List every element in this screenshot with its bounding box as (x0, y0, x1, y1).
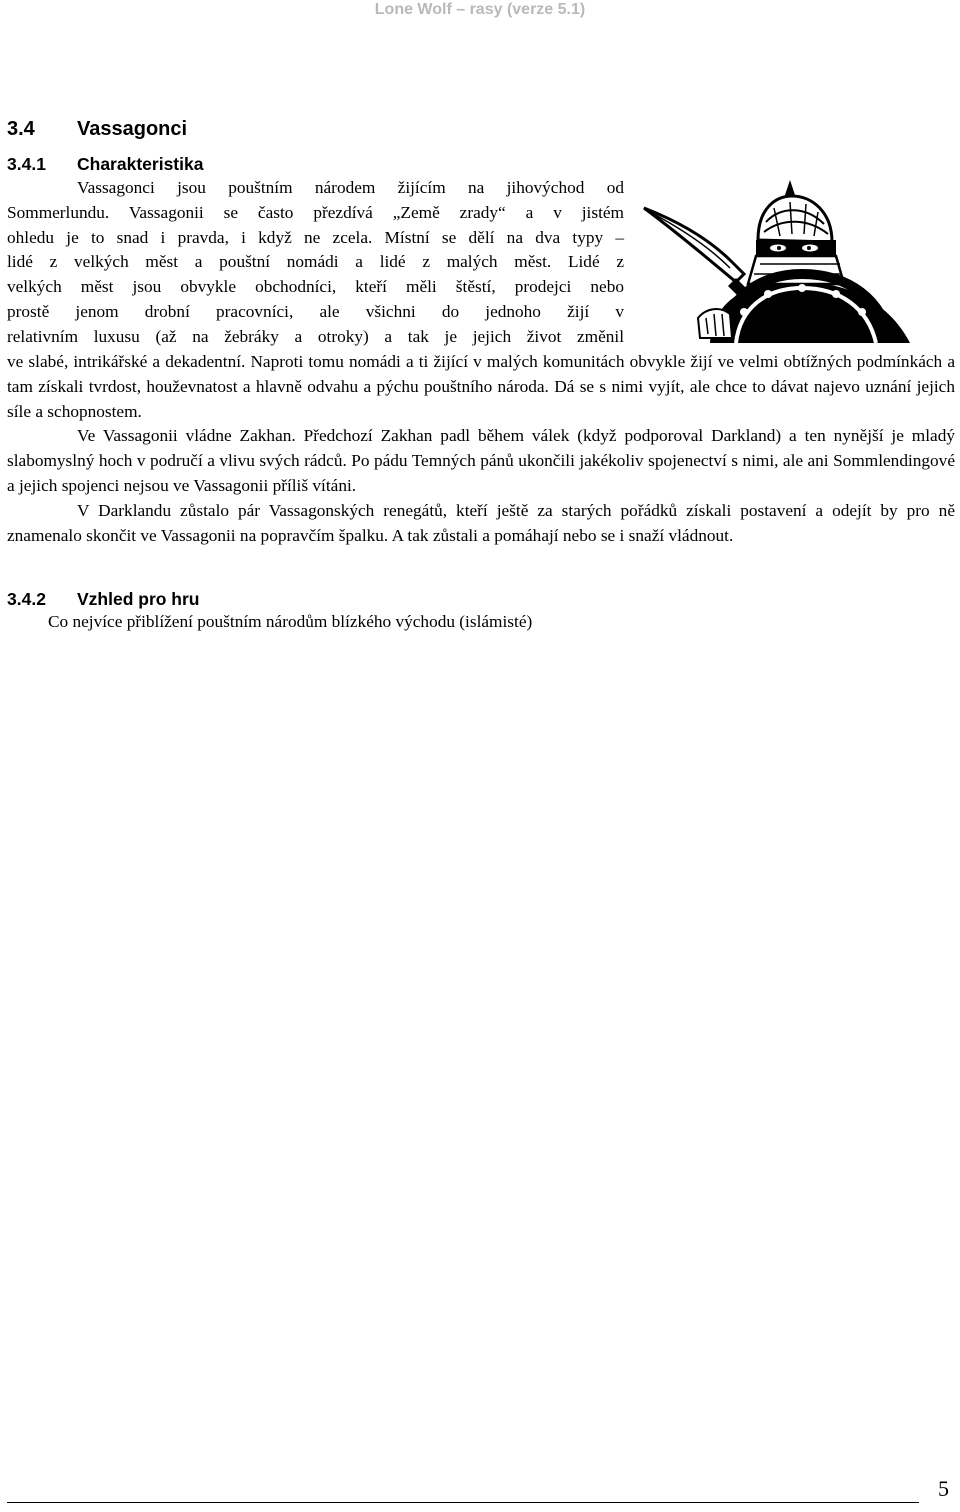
text-line: lidé z velkých měst a pouštní nomádi a lidé z malých měst. Lidé z (7, 252, 624, 272)
text-line: prostě jenom drobní pracovníci, ale všichni do jednoho žijí v (7, 301, 624, 321)
paragraph-zakhan: Ve Vassagonii vládne Zakhan. Předchozí Zakhan padl během válek (když podporoval Darkland) a ten nynější je mladý slabomyslný hoch v područí a vlivu svých rádců. Po pádu Temných pánů ukončili jakékoliv spojenectví s nimi, ale ani Sommlendingové a jejich spojenci nejsou ve Vassagonii příliš vítáni. (7, 426, 955, 495)
subsection-title: Charakteristika (77, 154, 204, 174)
main-text-block (7, 350, 955, 548)
subsection-heading-appearance (7, 588, 200, 610)
subsection-number: 3.4.2 (7, 589, 46, 609)
subsection-title: Vzhled pro hru (77, 589, 200, 609)
section-number: 3.4 (7, 118, 35, 140)
paragraph-darkland: V Darklandu zůstalo pár Vassagonských renegátů, kteří ještě za starých pořádků získali postavení a odejít by pro ně znamenalo skončit ve Vassagonii na popravčím špalku. A tak zůstali a pomáhají nebo se i snaží vládnout. (7, 500, 955, 545)
footer-rule (7, 1502, 919, 1503)
text-line: Vassagonci jsou pouštním národem žijícím na jihovýchod od (77, 178, 624, 197)
text-line: Sommerlundu. Vassagonii se často přezdívá „Země zrady“ a v jistém (7, 202, 624, 222)
section-heading (7, 117, 187, 141)
paragraph-continuation: ve slabé, intrikářské a dekadentní. Naproti tomu nomádi a ti žijící v malých komunitách obvykle žijí ve velmi obtížných podmínkách a tam získali tvrdost, houževnatost a hlavně odvahu a pýchu pouštního národa. Dá se s nimi vyjít, ale chce to dávat najevo uznání jejich síle a schopnostem. (7, 352, 955, 421)
subsection-number: 3.4.1 (7, 154, 46, 174)
intro-paragraph-wrapped (7, 176, 624, 350)
running-header: Lone Wolf – rasy (verze 5.1) (374, 1, 586, 18)
page-number: 5 (938, 1476, 949, 1501)
text-line: velkých měst jsou obvykle obchodníci, kteří měli štěstí, prodejci nebo (7, 277, 624, 297)
subsection-heading-characteristics (7, 153, 203, 175)
warrior-with-scimitar-and-shield-icon (640, 178, 920, 343)
text-line: relativním luxusu (až na žebráky a otroky) a tak je jejich život změnil (7, 326, 624, 346)
text-line: ohledu je to snad i pravda, i když ne zcela. Místní se dělí na dva typy – (7, 227, 624, 247)
section-title: Vassagonci (77, 118, 188, 140)
appearance-text: Co nejvíce přiblížení pouštním národům blízkého východu (islámisté) (48, 612, 533, 631)
